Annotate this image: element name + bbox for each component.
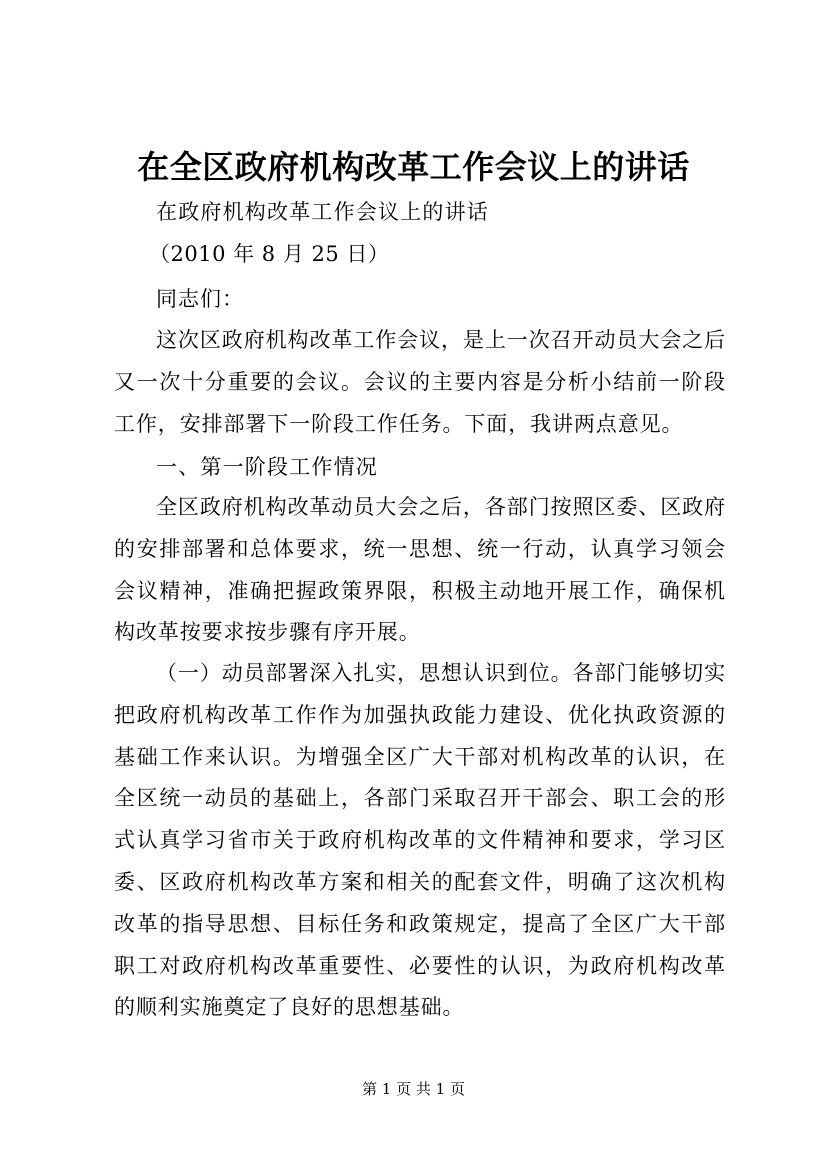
- page-number-footer: 第 1 页 共 1 页: [362, 1080, 465, 1098]
- document-subtitle: 在政府机构改革工作会议上的讲话: [156, 200, 489, 224]
- paragraph-section-overview: 全区政府机构改革动员大会之后，各部门按照区委、区政府的安排部署和总体要求，统一思想、统一行动，认真学习领会会议精神，准确把握政策界限，积极主动地开展工作，确保机构改革按要求按步骤有序开展。: [114, 495, 726, 645]
- greeting: 同志们：: [156, 287, 244, 311]
- document-title: 在全区政府机构改革工作会议上的讲话: [137, 148, 690, 186]
- paragraph-intro: 这次区政府机构改革工作会议，是上一次召开动员大会之后又一次十分重要的会议。会议的主要内容是分析小结前一阶段工作，安排部署下一阶段工作任务。下面，我讲两点意见。: [114, 328, 726, 436]
- document-date: （2010 年 8 月 25 日）: [149, 242, 390, 266]
- section-heading: 一、第一阶段工作情况: [156, 455, 378, 479]
- paragraph-mobilization: （一）动员部署深入扎实，思想认识到位。各部门能够切实把政府机构改革工作作为加强执政能力建设、优化执政资源的基础工作来认识。为增强全区广大干部对机构改革的认识，在全区统一动员的基础上，各部门采取召开干部会、职工会的形式认真学习省市关于政府机构改革的文件精神和要求，学习区委、区政府机构改革方案和相关的配套文件，明确了这次机构改革的指导思想、目标任务和政策规定，提高了全区广大干部职工对政府机构改革重要性、必要性的认识，为政府机构改革的顺利实施奠定了良好的思想基础。: [114, 661, 726, 1020]
